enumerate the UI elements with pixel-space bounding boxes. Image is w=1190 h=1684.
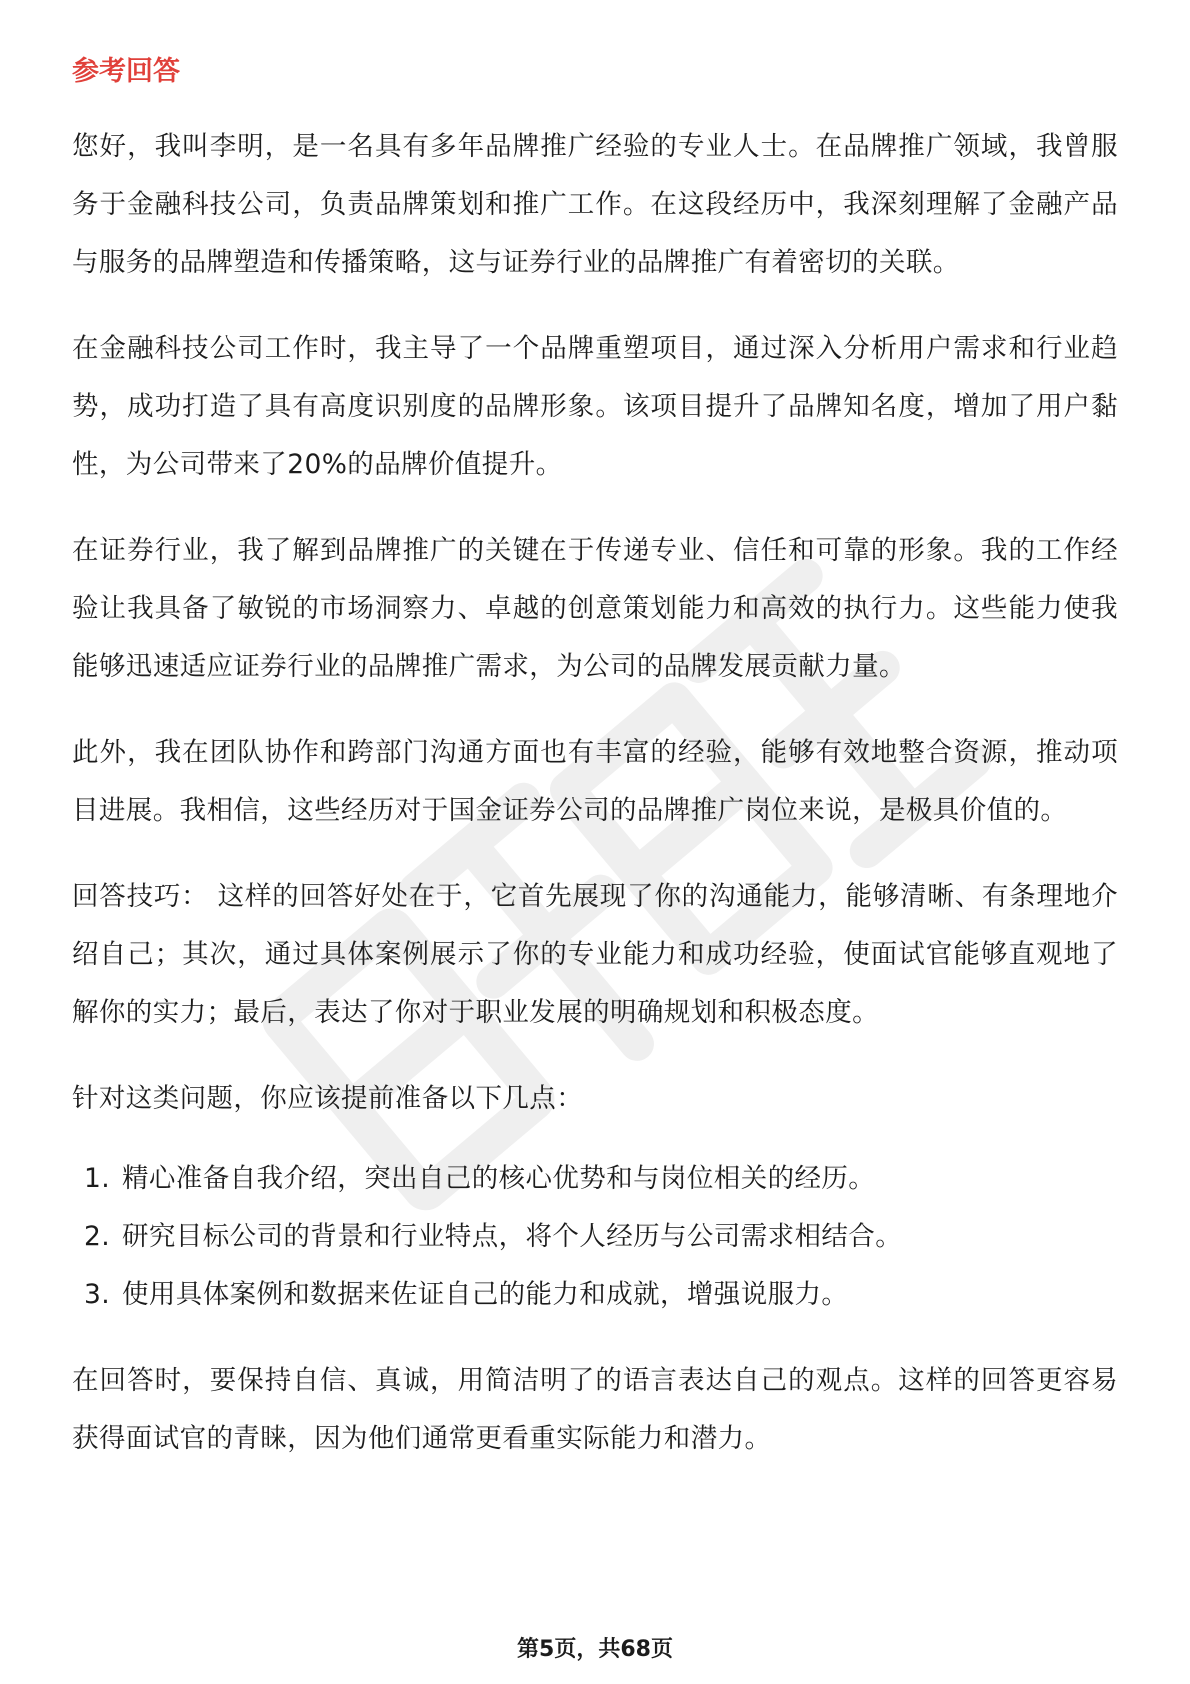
paragraph-teamwork: 此外，我在团队协作和跨部门沟通方面也有丰富的经验，能够有效地整合资源，推动项目进展。我相信，这些经历对于国金证券公司的品牌推广岗位来说，是极具价值的。 <box>72 737 1118 826</box>
list-item-text: 研究目标公司的背景和行业特点，将个人经历与公司需求相结合。 <box>122 1221 903 1252</box>
list-item <box>72 1150 1118 1208</box>
tips-list <box>72 1150 1118 1324</box>
list-item <box>72 1208 1118 1266</box>
paragraph-project: 在金融科技公司工作时，我主导了一个品牌重塑项目，通过深入分析用户需求和行业趋势，成功打造了具有高度识别度的品牌形象。该项目提升了品牌知名度，增加了用户黏性，为公司带来了20%的品牌价值提升。 <box>72 333 1118 480</box>
list-item <box>72 1266 1118 1324</box>
paragraph-prepare: 针对这类问题，你应该提前准备以下几点： <box>72 1083 584 1114</box>
paragraph-tips: 回答技巧： 这样的回答好处在于，它首先展现了你的沟通能力，能够清晰、有条理地介绍自己；其次，通过具体案例展示了你的专业能力和成功经验，使面试官能够直观地了解你的实力；最后，表达了你对于职业发展的明确规划和积极态度。 <box>72 881 1118 1028</box>
list-item-text: 使用具体案例和数据来佐证自己的能力和成就，增强说服力。 <box>122 1279 849 1310</box>
document-page <box>72 40 1118 1468</box>
list-item-number: 2. <box>84 1221 111 1252</box>
paragraph-closing: 在回答时，要保持自信、真诚，用简洁明了的语言表达自己的观点。这样的回答更容易获得面试官的青睐，因为他们通常更看重实际能力和潜力。 <box>72 1365 1118 1454</box>
list-item-number: 3. <box>84 1279 111 1310</box>
section-title: 参考回答 <box>72 56 180 87</box>
page-footer: 第5页，共68页 <box>517 1637 673 1662</box>
paragraph-intro: 您好，我叫李明，是一名具有多年品牌推广经验的专业人士。在品牌推广领域，我曾服务于金融科技公司，负责品牌策划和推广工作。在这段经历中，我深刻理解了金融产品与服务的品牌塑造和传播策略，这与证券行业的品牌推广有着密切的关联。 <box>72 131 1118 278</box>
paragraph-industry: 在证券行业，我了解到品牌推广的关键在于传递专业、信任和可靠的形象。我的工作经验让我具备了敏锐的市场洞察力、卓越的创意策划能力和高效的执行力。这些能力使我能够迅速适应证券行业的品牌推广需求，为公司的品牌发展贡献力量。 <box>72 535 1118 682</box>
list-item-number: 1. <box>84 1163 111 1194</box>
list-item-text: 精心准备自我介绍，突出自己的核心优势和与岗位相关的经历。 <box>122 1163 876 1194</box>
